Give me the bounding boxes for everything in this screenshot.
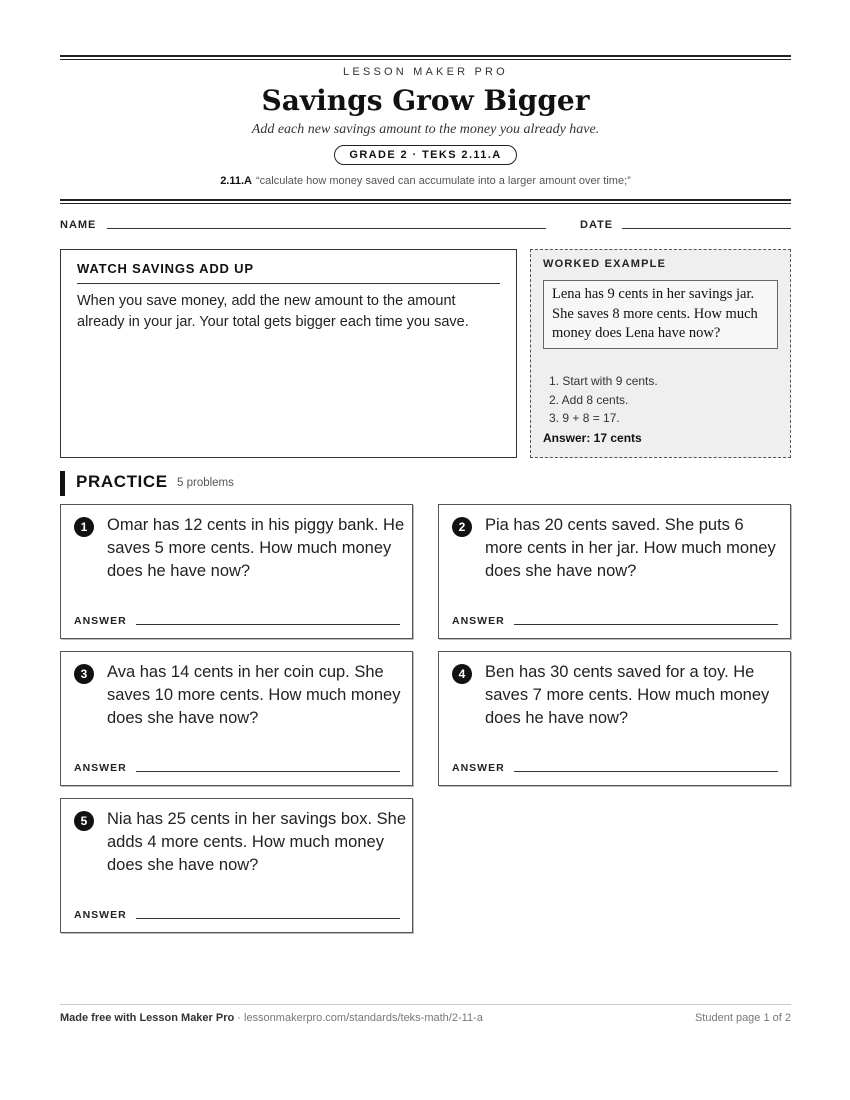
worked-example-step: 2. Add 8 cents. [549, 392, 629, 407]
problem-text: Pia has 20 cents saved. She puts 6 more cents in her jar. How much money does she have now? [485, 516, 776, 580]
problem-text: Ava has 14 cents in her coin cup. She saves 10 more cents. How much money does she have now? [107, 663, 401, 727]
answer-field[interactable] [514, 771, 778, 772]
intro-title: WATCH SAVINGS ADD UP [77, 261, 254, 276]
problem-card-4 [438, 651, 791, 786]
brand-name: LESSON MAKER PRO [343, 66, 508, 78]
problem-number-badge: 3 [74, 664, 94, 684]
problem-number-badge: 1 [74, 517, 94, 537]
date-field[interactable] [622, 228, 791, 229]
answer-field[interactable] [514, 624, 778, 625]
answer-label: ANSWER [74, 615, 127, 627]
footer-page-number: Student page 1 of 2 [694, 1012, 791, 1024]
footer-made-with: Made free with Lesson Maker Pro [60, 1012, 235, 1024]
standard-code: 2.11.A [220, 175, 252, 187]
name-field[interactable] [107, 228, 546, 229]
problem-text: Omar has 12 cents in his piggy bank. He saves 5 more cents. How much money does he have now? [107, 516, 405, 580]
answer-field[interactable] [136, 918, 400, 919]
practice-count: 5 problems [177, 477, 234, 489]
problem-text: Nia has 25 cents in her savings box. She adds 4 more cents. How much money does she have now? [107, 810, 407, 874]
intro-text: When you save money, add the new amount to the amount already in your jar. Your total gets bigger each time you save. [77, 293, 469, 330]
answer-label: ANSWER [74, 909, 127, 921]
standard-text: “calculate how money saved can accumulate into a larger amount over time;” [256, 175, 631, 187]
header-bottom-double-rule [60, 199, 791, 204]
answer-label: ANSWER [452, 615, 505, 627]
problem-number-badge: 2 [452, 517, 472, 537]
answer-field[interactable] [136, 771, 400, 772]
answer-label: ANSWER [74, 762, 127, 774]
footer-url[interactable]: · lessonmakerpro.com/standards/teks-math/2-11-a [234, 1012, 483, 1024]
top-double-rule [60, 55, 791, 60]
worked-example-steps [549, 372, 658, 428]
footer-divider [60, 1004, 791, 1005]
worked-example-title: WORKED EXAMPLE [543, 258, 667, 270]
problem-card-3 [60, 651, 413, 786]
date-label: DATE [580, 219, 614, 231]
name-label: NAME [60, 219, 97, 231]
practice-title: PRACTICE [76, 472, 168, 491]
problem-text: Ben has 30 cents saved for a toy. He saves 7 more cents. How much money does he have now? [485, 663, 770, 727]
worked-example-answer: Answer: 17 cents [543, 431, 642, 445]
problem-number-badge: 4 [452, 664, 472, 684]
worksheet-page [60, 0, 791, 1100]
problem-number-badge: 5 [74, 811, 94, 831]
grade-badge: GRADE 2 · TEKS 2.11.A [334, 145, 516, 165]
intro-divider [77, 283, 500, 284]
problem-card-2 [438, 504, 791, 639]
worksheet-subtitle: Add each new savings amount to the money you already have. [251, 122, 600, 137]
answer-label: ANSWER [452, 762, 505, 774]
standard-line [60, 175, 791, 187]
answer-field[interactable] [136, 624, 400, 625]
problem-card-5 [60, 798, 413, 933]
footer-credit [60, 1012, 483, 1024]
worksheet-title: Savings Grow Bigger [261, 84, 590, 117]
grade-badge-wrap [60, 145, 791, 165]
worked-example-step: 1. Start with 9 cents. [549, 374, 658, 388]
problem-card-1 [60, 504, 413, 639]
worked-example-box [530, 249, 791, 458]
intro-box [60, 249, 517, 458]
worked-example-problem: Lena has 9 cents in her savings jar. She saves 8 more cents. How much money does Lena have now? [543, 280, 778, 349]
practice-accent-bar [60, 471, 65, 496]
worked-example-step: 3. 9 + 8 = 17. [549, 411, 620, 425]
